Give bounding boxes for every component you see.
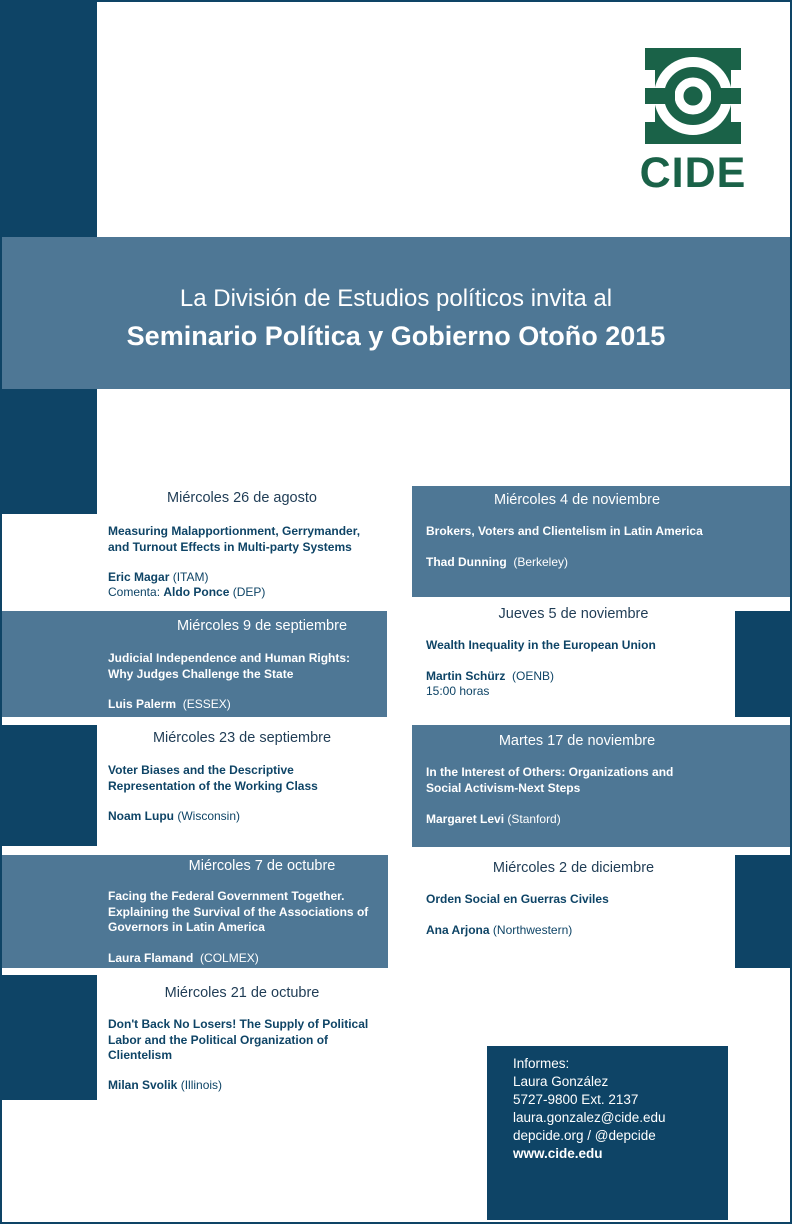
deco-block-top-left bbox=[2, 2, 97, 237]
event-dec-2 bbox=[412, 850, 735, 960]
header-banner bbox=[2, 237, 790, 389]
event-aug-26 bbox=[97, 482, 387, 604]
event-nov-17 bbox=[412, 725, 790, 847]
event-sep-23 bbox=[97, 725, 387, 846]
cide-logo-text: CIDE bbox=[639, 149, 747, 197]
deco-block-right-2 bbox=[735, 855, 790, 968]
event-date: Martes 17 de noviembre bbox=[498, 733, 656, 749]
banner-invitation: La División de Estudios políticos invita al bbox=[179, 285, 613, 312]
event-title: Judicial Independence and Human Rights: Why Judges Challenge the State bbox=[108, 651, 351, 681]
event-speaker: Martin Schürz (OENB) bbox=[426, 669, 555, 683]
event-commentator: Comenta: Aldo Ponce (DEP) bbox=[108, 585, 266, 599]
event-date: Miércoles 26 de agosto bbox=[167, 490, 317, 506]
event-title: Voter Biases and the Descriptive Representation of the Working Class bbox=[108, 763, 318, 793]
event-date: Miércoles 21 de octubre bbox=[164, 985, 320, 1001]
deco-block-left-2 bbox=[2, 725, 97, 846]
deco-block-right-1 bbox=[735, 611, 790, 717]
deco-block-left-1 bbox=[2, 389, 97, 514]
info-phone: 5727-9800 Ext. 2137 bbox=[513, 1092, 639, 1107]
info-website[interactable]: www.cide.edu bbox=[513, 1146, 603, 1161]
info-name: Laura González bbox=[513, 1074, 609, 1089]
event-oct-21 bbox=[97, 975, 387, 1100]
event-oct-7 bbox=[2, 855, 388, 968]
info-email[interactable]: laura.gonzalez@cide.edu bbox=[513, 1110, 666, 1125]
event-title: Wealth Inequality in the European Union bbox=[426, 638, 656, 652]
event-speaker: Milan Svolik (Illinois) bbox=[108, 1078, 223, 1092]
info-social[interactable]: depcide.org / @depcide bbox=[513, 1128, 656, 1143]
event-date: Miércoles 7 de octubre bbox=[188, 858, 336, 874]
info-heading: Informes: bbox=[513, 1056, 570, 1071]
event-speaker: Margaret Levi (Stanford) bbox=[426, 812, 561, 826]
event-title: Orden Social en Guerras Civiles bbox=[426, 892, 609, 906]
event-date: Miércoles 23 de septiembre bbox=[152, 730, 332, 746]
event-speaker: Noam Lupu (Wisconsin) bbox=[108, 809, 241, 823]
event-time: 15:00 horas bbox=[426, 684, 490, 698]
event-date: Miércoles 2 de diciembre bbox=[492, 860, 655, 876]
event-date: Miércoles 9 de septiembre bbox=[176, 618, 348, 634]
event-nov-4 bbox=[412, 486, 790, 597]
event-title: Don't Back No Losers! The Supply of Political Labor and the Political Organization of Clientelism bbox=[108, 1017, 369, 1062]
event-title: Facing the Federal Government Together. Explaining the Survival of the Associations of Governors in Latin America bbox=[108, 889, 369, 934]
event-date: Jueves 5 de noviembre bbox=[498, 606, 649, 622]
cide-logo bbox=[633, 48, 753, 198]
cide-emblem-icon bbox=[645, 48, 741, 144]
event-speaker: Ana Arjona (Northwestern) bbox=[426, 923, 573, 937]
event-speaker: Thad Dunning (Berkeley) bbox=[426, 555, 569, 569]
deco-block-left-3 bbox=[2, 975, 97, 1100]
event-sep-9 bbox=[2, 611, 387, 717]
event-nov-5 bbox=[412, 597, 735, 717]
event-title: Measuring Malapportionment, Gerrymander, and Turnout Effects in Multi-party Systems bbox=[108, 524, 361, 554]
event-title: Brokers, Voters and Clientelism in Latin America bbox=[426, 524, 703, 538]
contact-info-box bbox=[487, 1046, 728, 1220]
event-speaker: Laura Flamand (COLMEX) bbox=[108, 951, 259, 965]
event-speaker: Luis Palerm (ESSEX) bbox=[108, 697, 231, 711]
event-date: Miércoles 4 de noviembre bbox=[493, 492, 661, 508]
event-title: In the Interest of Others: Organizations and Social Activism-Next Steps bbox=[426, 765, 674, 795]
event-speaker: Eric Magar (ITAM) bbox=[108, 570, 209, 584]
banner-title: Seminario Política y Gobierno Otoño 2015 bbox=[126, 321, 666, 351]
